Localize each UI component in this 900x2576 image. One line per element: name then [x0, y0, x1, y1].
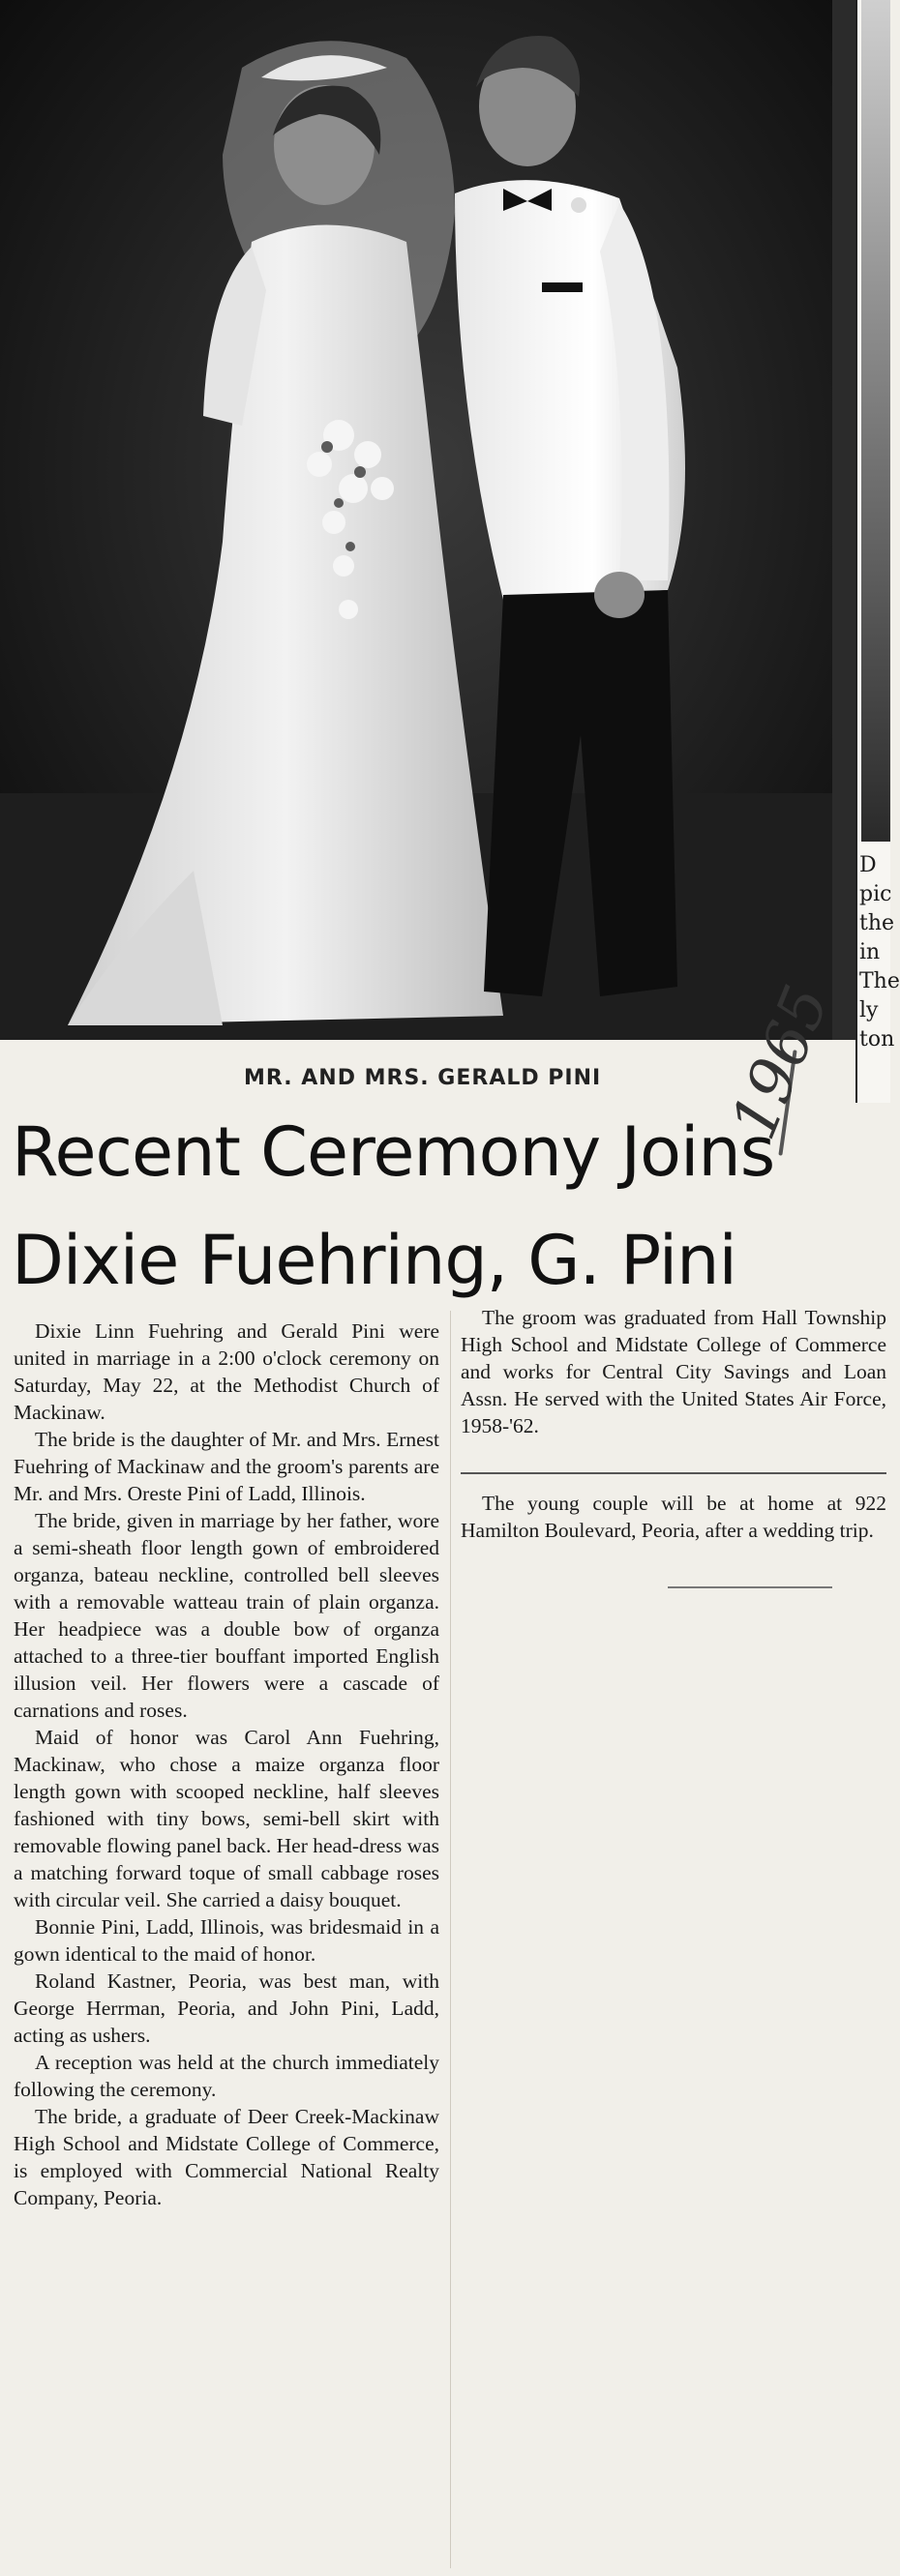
article-paragraph: Maid of honor was Carol Ann Fuehring, Mackinaw, who chose a maize organza floor length gown with scooped neckline, half sleeves fashioned with tiny bows, semi-bell skirt with removable flowing panel back. Her head-dress was a matching forward toque of small cabbage roses with circular veil. She carried a daisy bouquet. — [14, 1726, 439, 1911]
wedding-photo-illustration — [0, 0, 855, 1040]
column-divider — [450, 1311, 451, 2568]
fragment-word: The — [859, 969, 900, 993]
handwritten-year: 1965 — [718, 975, 844, 1149]
article-paragraph: Roland Kastner, Peoria, was best man, with George Herrman, Peoria, and John Pini, Ladd, acting as ushers. — [14, 1969, 439, 2047]
fragment-word: D — [859, 853, 877, 877]
article-paragraph: A reception was held at the church immediately following the ceremony. — [14, 2051, 439, 2101]
article-column-left — [14, 1318, 439, 2211]
article-paragraph: The bride is the daughter of Mr. and Mrs. Ernest Fuehring of Mackinaw and the groom's parents are Mr. and Mrs. Oreste Pini of Ladd, Illinois. — [14, 1428, 439, 1505]
end-rule — [668, 1586, 832, 1588]
article-paragraph: Bonnie Pini, Ladd, Illinois, was bridesmaid in a gown identical to the maid of honor. — [14, 1915, 439, 1966]
article-paragraph: The bride, a graduate of Deer Creek-Mackinaw High School and Midstate College of Commerce, is employed with Commercial National Realty Company, Peoria. — [14, 2105, 439, 2209]
fragment-word: the — [859, 911, 895, 935]
fragment-word: in — [859, 940, 881, 964]
article-paragraph: The young couple will be at home at 922 Hamilton Boulevard, Peoria, after a wedding trip. — [461, 1492, 886, 1542]
article-paragraph: Dixie Linn Fuehring and Gerald Pini were united in marriage in a 2:00 o'clock ceremony on Saturday, May 22, at the Methodist Church of Mackinaw. — [14, 1319, 439, 1424]
closing-note — [461, 1490, 886, 1544]
fragment-word: ly — [859, 998, 879, 1022]
photo-caption: MR. AND MRS. GERALD PINI — [244, 1066, 602, 1090]
adjacent-photo-fragment — [861, 0, 890, 842]
article-paragraph: The bride, given in marriage by her father, wore a semi-sheath floor length gown of embroidered organza, bateau neckline, controlled bell sleeves with a removable watteau train of plain organza. Her headpiece was a double bow of organza attached to a three-tier bouffant imported English illusion veil. Her flowers were a cascade of carnations and roses. — [14, 1509, 439, 1722]
adjacent-article-fragment — [855, 0, 900, 1103]
article-paragraph: The groom was graduated from Hall Township High School and Midstate College of Commerce and works for Central City Savings and Loan Assn. He served with the United States Air Force, 1958-'62. — [461, 1306, 886, 1437]
article-column-right — [461, 1304, 886, 1439]
fragment-word: pic — [859, 882, 892, 906]
adjacent-text-fragment — [859, 851, 900, 1054]
section-divider — [461, 1472, 886, 1474]
headline-line-2: Dixie Fuehring, G. Pini — [12, 1221, 736, 1300]
wedding-photo — [0, 0, 855, 1040]
headline-line-1: Recent Ceremony Joins — [12, 1112, 775, 1192]
fragment-word: ton — [859, 1027, 895, 1051]
